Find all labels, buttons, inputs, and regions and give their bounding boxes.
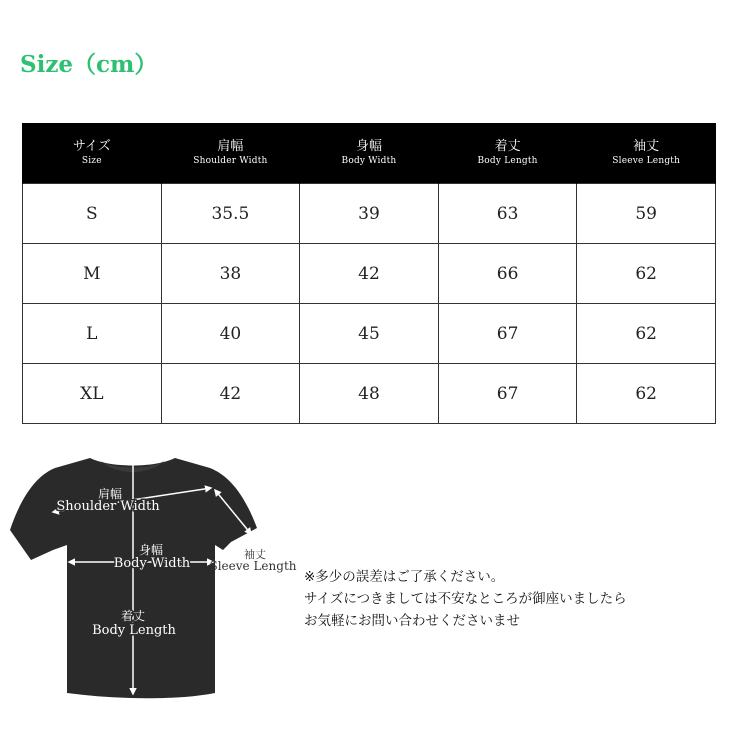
header-en: Sleeve Length: [612, 156, 681, 166]
table-cell: 35.5: [161, 184, 300, 244]
table-cell: XL: [23, 364, 162, 424]
table-cell: L: [23, 304, 162, 364]
body-length-label-jp: 着丈: [120, 609, 146, 623]
table-cell: 45: [300, 304, 439, 364]
table-cell: 42: [161, 364, 300, 424]
table-cell: 62: [577, 304, 716, 364]
table-cell: 59: [577, 184, 716, 244]
header-shoulder-width: [161, 123, 300, 184]
tshirt-diagram: [5, 450, 305, 710]
table-cell: 62: [577, 244, 716, 304]
header-jp: サイズ: [72, 139, 111, 154]
header-jp: 袖丈: [633, 139, 660, 154]
table-row: [23, 364, 716, 424]
note-line: お気軽にお問い合わせくださいませ: [304, 613, 520, 629]
table-cell: 38: [161, 244, 300, 304]
header-en: Shoulder Width: [193, 156, 268, 166]
table-header-row: [23, 123, 716, 184]
size-table: [22, 123, 716, 424]
sleeve-label-jp: 袖丈: [244, 548, 266, 561]
shoulder-label-en: Shoulder Width: [56, 499, 160, 514]
header-body-length: [438, 123, 577, 184]
sleeve-label-en: Sleeve Length: [209, 559, 297, 573]
table-cell: 62: [577, 364, 716, 424]
header-en: Body Width: [341, 156, 397, 166]
page-title: Size（cm）: [20, 51, 158, 78]
table-cell: 48: [300, 364, 439, 424]
header-body-width: [300, 123, 439, 184]
table-cell: 63: [438, 184, 577, 244]
table-row: [23, 244, 716, 304]
table-row: [23, 184, 716, 244]
table-cell: M: [23, 244, 162, 304]
header-en: Body Length: [477, 156, 538, 166]
tshirt-illustration: [5, 450, 305, 710]
table-cell: 39: [300, 184, 439, 244]
shoulder-label-jp: 肩幅: [97, 487, 123, 501]
table-cell: 40: [161, 304, 300, 364]
body-width-label-en: Body Width: [113, 556, 191, 571]
header-jp: 着丈: [494, 139, 521, 154]
size-note: [304, 566, 627, 632]
header-size: [23, 123, 162, 184]
header-sleeve-length: [577, 123, 716, 184]
body-length-label-en: Body Length: [92, 623, 176, 638]
table-cell: 66: [438, 244, 577, 304]
table-cell: 67: [438, 364, 577, 424]
header-jp: 肩幅: [217, 139, 244, 154]
header-jp: 身幅: [355, 139, 382, 154]
table-row: [23, 304, 716, 364]
table-cell: 67: [438, 304, 577, 364]
note-line: ※多少の誤差はご了承ください。: [304, 569, 505, 585]
body-width-label-jp: 身幅: [138, 543, 164, 557]
note-line: サイズにつきましては不安なところが御座いましたら: [304, 591, 627, 607]
table-cell: S: [23, 184, 162, 244]
header-en: Size: [81, 156, 102, 166]
table-cell: 42: [300, 244, 439, 304]
